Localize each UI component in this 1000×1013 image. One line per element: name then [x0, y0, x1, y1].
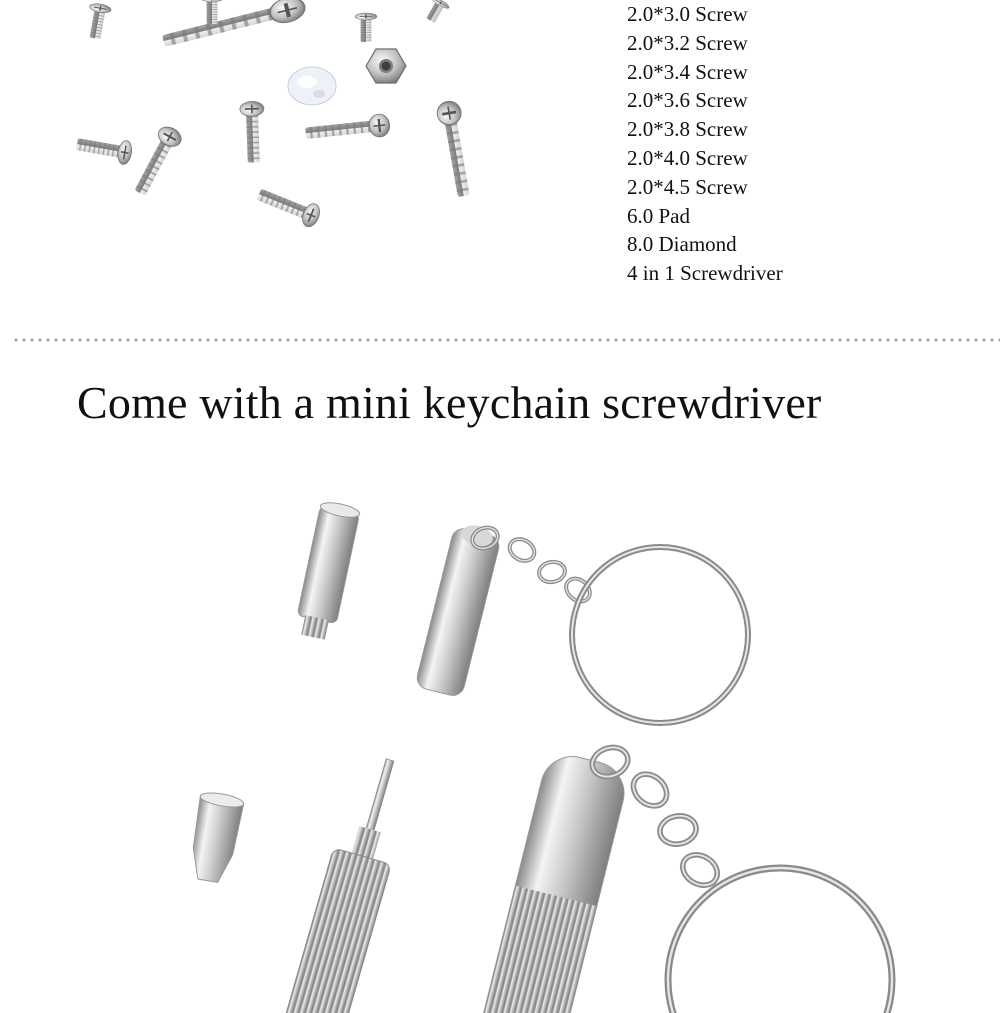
list-item: 2.0*4.5 Screw — [627, 174, 748, 199]
list-item: 2.0*3.0 Screw — [627, 2, 748, 26]
chain-link — [506, 535, 539, 565]
screw — [435, 100, 475, 198]
screw — [75, 132, 133, 165]
list-item: 6.0 Pad — [627, 203, 690, 228]
screw — [129, 123, 184, 198]
key-ring — [572, 547, 748, 723]
screw — [305, 113, 391, 144]
clear-pad — [288, 67, 336, 105]
list-item: 2.0*3.2 Screw — [627, 30, 748, 55]
cap-tube — [293, 500, 360, 641]
parts-list — [627, 0, 783, 288]
list-item: 2.0*4.0 Screw — [627, 145, 748, 170]
screw — [201, 0, 223, 24]
key-ring — [668, 868, 892, 1013]
section-heading: Come with a mini keychain screwdriver — [77, 377, 822, 428]
screw — [161, 0, 307, 53]
list-item: 4 in 1 Screwdriver — [627, 261, 783, 286]
chain-link — [537, 560, 566, 584]
dotted-divider — [12, 338, 1000, 342]
screw — [240, 101, 266, 163]
chain-link — [658, 813, 699, 847]
tip-cap — [186, 790, 245, 884]
list-item: 2.0*3.8 Screw — [627, 117, 748, 142]
screw — [255, 183, 323, 229]
list-item: 2.0*3.4 Screw — [627, 59, 748, 84]
screw — [84, 2, 111, 40]
screw — [422, 0, 450, 25]
screw — [355, 13, 377, 42]
chain-link — [627, 768, 673, 813]
list-item: 8.0 Diamond — [627, 232, 737, 257]
keychain-screwdriver-photo — [0, 460, 1000, 1013]
screws-photo — [0, 0, 600, 320]
screwdriver-tool — [251, 752, 419, 1013]
screwdriver-handle — [462, 750, 631, 1013]
hex-nut — [366, 49, 406, 83]
list-item: 2.0*3.6 Screw — [627, 88, 748, 113]
